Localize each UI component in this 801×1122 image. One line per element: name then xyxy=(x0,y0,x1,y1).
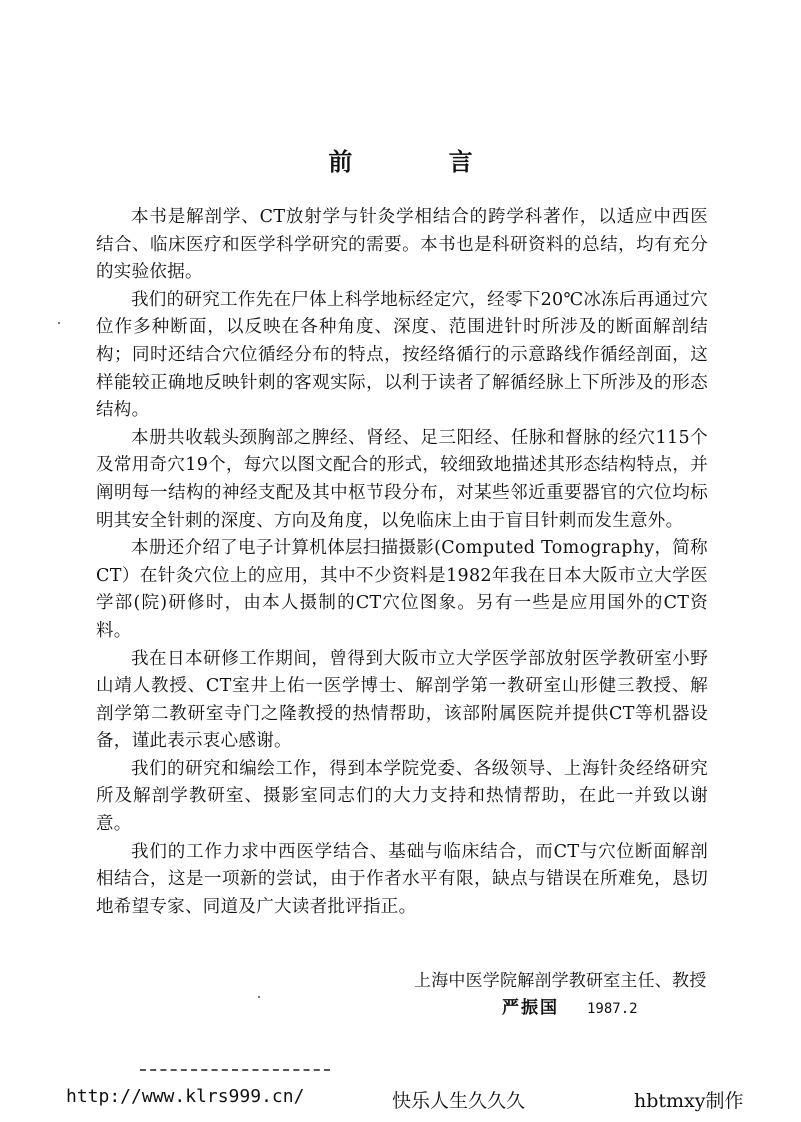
paragraph: 我们的工作力求中西医学结合、基础与临床结合，而CT与穴位断面解剖相结合，这是一项新的尝试，由于作者水平有限，缺点与错误在所难免，恳切地希望专家、同道及广大读者批评指正。 xyxy=(96,841,708,917)
page-title: 前 言 xyxy=(328,147,517,176)
signature-name: 严振国 xyxy=(502,998,559,1018)
paragraph: 我们的研究工作先在尸体上科学地标经定穴，经零下20℃冰冻后再通过穴位作多种断面，以反映在各种角度、深度、范围进针时所涉及的断面解剖结构；同时还结合穴位循经分布的特点，按经络循行的示意路线作循经剖面，这样能较正确地反映针刺的客观实际，以利于读者了解循经脉上下所涉及的形态结构。 xyxy=(96,289,708,421)
scan-artifact-line xyxy=(140,1069,330,1071)
paragraph: 本册还介绍了电子计算机体层扫描摄影(Computed Tomography，简称CT）在针灸穴位上的应用，其中不少资料是1982年我在日本大阪市立大学医学部(院)研修时，由本人摄制的CT穴位图象。另有一些是应用国外的CT资料。 xyxy=(96,538,708,641)
signature-org: 上海中医学院解剖学教研室主任、教授 xyxy=(414,971,707,991)
paragraph: 本册共收载头颈胸部之脾经、肾经、足三阳经、任脉和督脉的经穴115个及常用奇穴19个，每穴以图文配合的形式，较细致地描述其形态结构特点，并阐明每一结构的神经支配及其中枢节段分布，对某些邻近重要器官的穴位均标明其安全针刺的深度、方向及角度，以免临床上由于盲目针刺而发生意外。 xyxy=(96,427,708,531)
paragraph: 我在日本研修工作期间，曾得到大阪市立大学医学部放射医学教研室小野山靖人教授、CT室井上佑一医学博士、解剖学第一教研室山形健三教授、解剖学第二教研室寺门之隆教授的热情帮助，该部附属医院并提供CT等机器设备，谨此表示衷心感谢。 xyxy=(96,648,708,752)
scan-speck xyxy=(258,996,260,998)
footer-credit: hbtmxy制作 xyxy=(634,1090,744,1112)
signature-date: 1987.2 xyxy=(587,1001,638,1017)
preface-body xyxy=(96,204,708,921)
footer-url: http://www.klrs999.cn/ xyxy=(66,1086,305,1107)
paragraph: 本书是解剖学、CT放射学与针灸学相结合的跨学科著作，以适应中西医结合、临床医疗和医学科学研究的需要。本书也是科研资料的总结，均有充分的实验依据。 xyxy=(96,207,708,283)
signature-block xyxy=(414,968,714,1023)
signature-line xyxy=(414,995,714,1023)
footer-slogan: 快乐人生久久久 xyxy=(392,1090,526,1112)
paragraph: 我们的研究和编绘工作，得到本学院党委、各级领导、上海针灸经络研究所及解剖学教研室、摄影室同志们的大力支持和热情帮助，在此一并致以谢意。 xyxy=(96,758,708,835)
page-footer xyxy=(0,1086,801,1116)
scan-speck xyxy=(58,322,60,324)
